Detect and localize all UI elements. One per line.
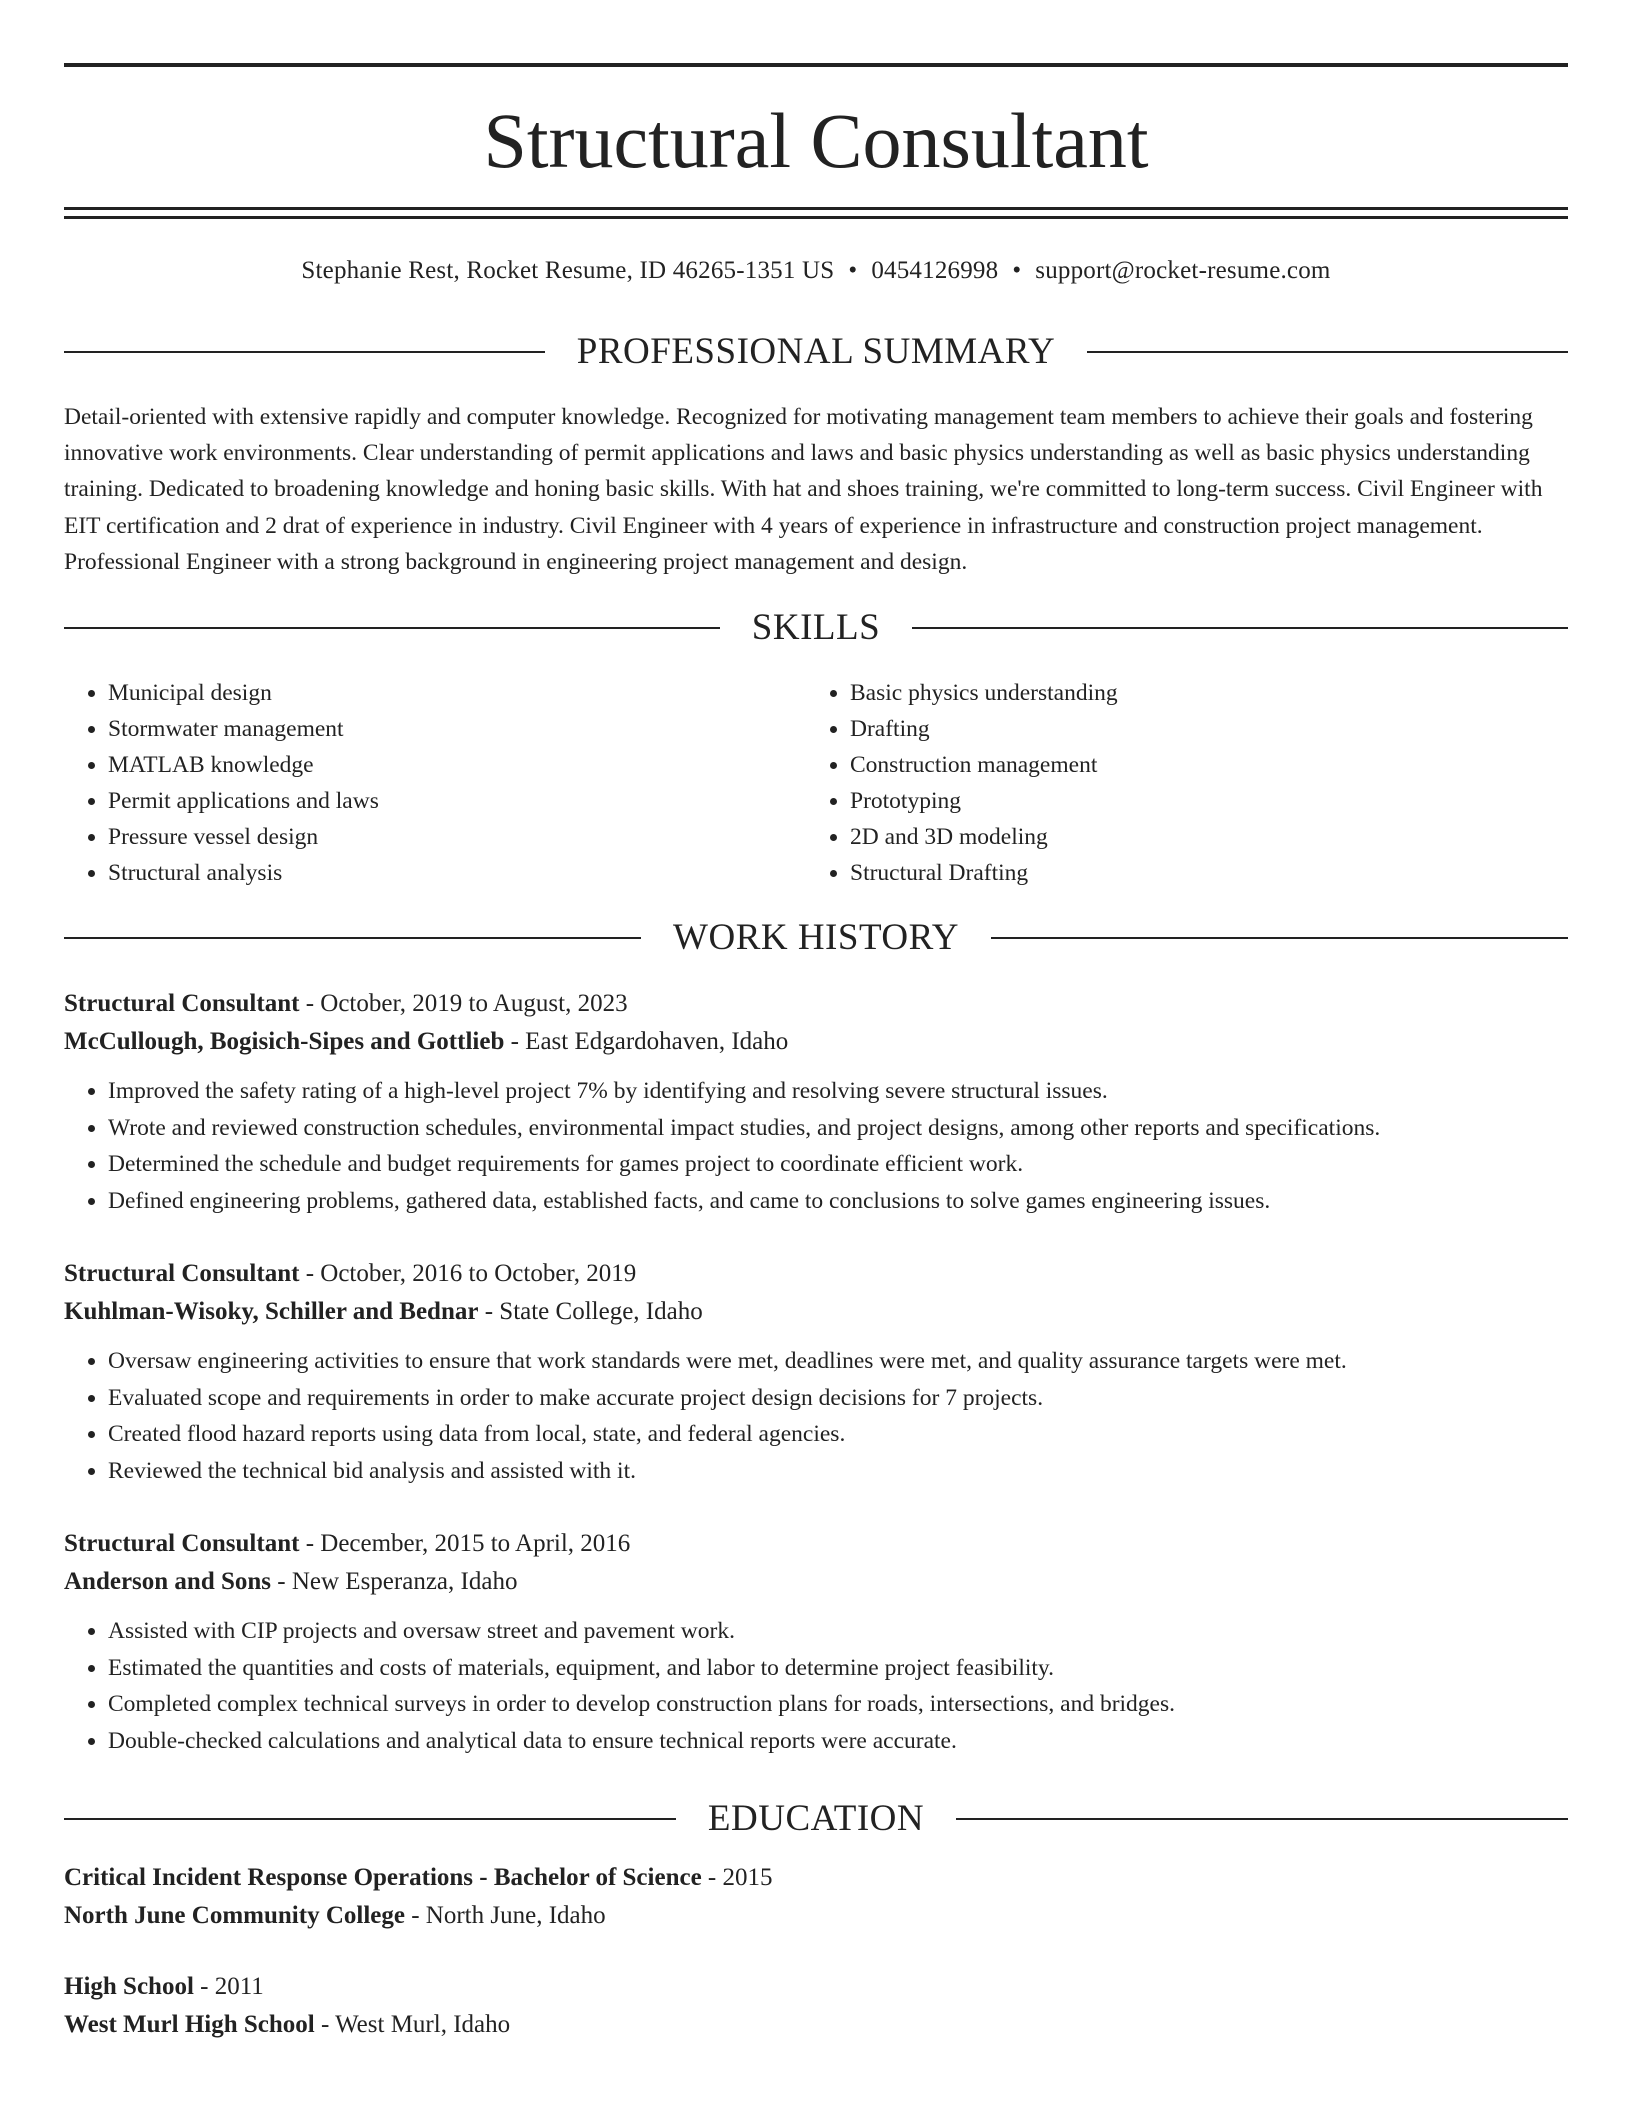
job-location: - New Esperanza, Idaho: [271, 1568, 518, 1595]
job-bullet: • Evaluated scope and requirements in order to make accurate project design decisions for 7 projects.: [108, 1380, 1568, 1417]
contact-separator: •: [848, 257, 858, 284]
job-title: Structural Consultant: [64, 990, 300, 1017]
job-bullet: • Completed complex technical surveys in order to develop construction plans for roads, intersections, and bridges.: [108, 1686, 1568, 1723]
education-heading-label: EDUCATION: [707, 1798, 925, 1839]
school-location: - West Murl, Idaho: [314, 2011, 511, 2038]
heading-rule-right: [956, 1818, 1568, 1820]
job-bullet: • Improved the safety rating of a high-level project 7% by identifying and resolving severe structural issues.: [108, 1073, 1568, 1110]
job-dates: - December, 2015 to April, 2016: [299, 1530, 631, 1557]
job-dates: - October, 2016 to October, 2019: [299, 1260, 637, 1287]
work-history-heading-label: WORK HISTORY: [673, 917, 959, 958]
header-double-rule: [64, 207, 1568, 219]
contact-phone: 0454126998: [871, 257, 999, 284]
job-title: Structural Consultant: [64, 1260, 300, 1287]
job-company-line: [64, 1023, 1568, 1061]
job-bullet: • Assisted with CIP projects and oversaw street and pavement work.: [108, 1613, 1568, 1650]
school-name: West Murl High School: [64, 2011, 315, 2038]
school-line: [64, 1897, 1568, 1935]
heading-rule-right: [991, 937, 1568, 939]
school-location: - North June, Idaho: [404, 1902, 606, 1929]
contact-line: [64, 254, 1568, 288]
job-company: McCullough, Bogisich-Sipes and Gottlieb: [64, 1028, 505, 1055]
degree: Critical Incident Response Operations - Bachelor of Science: [64, 1864, 702, 1891]
skill-item: • Permit applications and laws: [108, 783, 806, 819]
graduation-year: - 2011: [193, 1973, 264, 2000]
education-entry: [64, 1859, 1568, 1935]
skill-item: • Municipal design: [108, 675, 806, 711]
job-bullets: [64, 1613, 1568, 1759]
skill-item: • Basic physics understanding: [850, 675, 1548, 711]
job-dates: - October, 2019 to August, 2023: [299, 990, 628, 1017]
summary-heading: [64, 328, 1568, 376]
job-title: Structural Consultant: [64, 1530, 300, 1557]
skill-item: • Structural Drafting: [850, 855, 1548, 891]
job-entry: [64, 1525, 1568, 1759]
job-company: Anderson and Sons: [64, 1568, 272, 1595]
job-location: - East Edgardohaven, Idaho: [504, 1028, 789, 1055]
skill-item: • 2D and 3D modeling: [850, 819, 1548, 855]
skills-column-right: [806, 675, 1548, 891]
skill-item: • Construction management: [850, 747, 1548, 783]
graduation-year: - 2015: [701, 1864, 773, 1891]
skill-item: • Prototyping: [850, 783, 1548, 819]
skills-list: [64, 675, 1568, 891]
contact-separator: •: [1012, 257, 1022, 284]
job-bullets: [64, 1073, 1568, 1219]
job-bullet: • Oversaw engineering activities to ensure that work standards were met, deadlines were met, and quality assurance targets were met.: [108, 1343, 1568, 1380]
job-company-line: [64, 1293, 1568, 1331]
work-history-heading: [64, 914, 1568, 962]
heading-rule-right: [912, 627, 1568, 629]
job-entry: [64, 985, 1568, 1219]
education-heading: [64, 1795, 1568, 1843]
summary-text: Detail-oriented with extensive rapidly and computer knowledge. Recognized for motivating management team members to achieve their goals and fostering innovative work environments. Clear understanding of permit applications and laws and basic physics understanding as well as basic physics understanding training. Dedicated to broadening knowledge and honing basic skills. With hat and shoes training, we're committed to long-term success. Civil Engineer with EIT certification and 2 drat of experience in industry. Civil Engineer with 4 years of experience in infrastructure and construction project management. Professional Engineer with a strong background in engineering project management and design.: [64, 404, 1543, 575]
skill-item: • Structural analysis: [108, 855, 806, 891]
heading-rule-left: [64, 627, 720, 629]
job-bullet: • Created flood hazard reports using data from local, state, and federal agencies.: [108, 1416, 1568, 1453]
job-bullet: • Determined the schedule and budget requirements for games project to coordinate efficient work.: [108, 1146, 1568, 1183]
skill-item: • MATLAB knowledge: [108, 747, 806, 783]
skills-column-left: [64, 675, 806, 891]
job-bullet: • Double-checked calculations and analytical data to ensure technical reports were accurate.: [108, 1723, 1568, 1760]
candidate-name: Structural Consultant: [483, 97, 1149, 184]
degree-line: [64, 1968, 1568, 2006]
job-company: Kuhlman-Wisoky, Schiller and Bednar: [64, 1298, 479, 1325]
heading-rule-left: [64, 1818, 676, 1820]
skills-heading: [64, 604, 1568, 652]
degree: High School: [64, 1973, 194, 2000]
education-entry: [64, 1968, 1568, 2044]
job-bullets: [64, 1343, 1568, 1489]
heading-rule-right: [1087, 351, 1568, 353]
job-entry: [64, 1255, 1568, 1489]
job-bullet: • Estimated the quantities and costs of materials, equipment, and labor to determine project feasibility.: [108, 1650, 1568, 1687]
skill-item: • Stormwater management: [108, 711, 806, 747]
heading-rule-left: [64, 351, 545, 353]
job-title-line: [64, 1525, 1568, 1563]
job-title-line: [64, 1255, 1568, 1293]
job-company-line: [64, 1563, 1568, 1601]
skill-item: • Drafting: [850, 711, 1548, 747]
skill-item: • Pressure vessel design: [108, 819, 806, 855]
degree-line: [64, 1859, 1568, 1897]
job-title-line: [64, 985, 1568, 1023]
contact-email: support@rocket-resume.com: [1035, 257, 1331, 284]
contact-address: Stephanie Rest, Rocket Resume, ID 46265-1351 US: [301, 257, 835, 284]
school-line: [64, 2006, 1568, 2044]
heading-rule-left: [64, 937, 641, 939]
job-bullet: • Wrote and reviewed construction schedules, environmental impact studies, and project designs, among other reports and specifications.: [108, 1110, 1568, 1147]
job-bullet: • Reviewed the technical bid analysis and assisted with it.: [108, 1453, 1568, 1490]
job-bullet: • Defined engineering problems, gathered data, established facts, and came to conclusions to solve games engineering issues.: [108, 1183, 1568, 1220]
header-top-rule: [64, 63, 1568, 67]
summary-heading-label: PROFESSIONAL SUMMARY: [576, 331, 1056, 372]
job-location: - State College, Idaho: [478, 1298, 703, 1325]
school-name: North June Community College: [64, 1902, 405, 1929]
skills-heading-label: SKILLS: [751, 607, 881, 648]
